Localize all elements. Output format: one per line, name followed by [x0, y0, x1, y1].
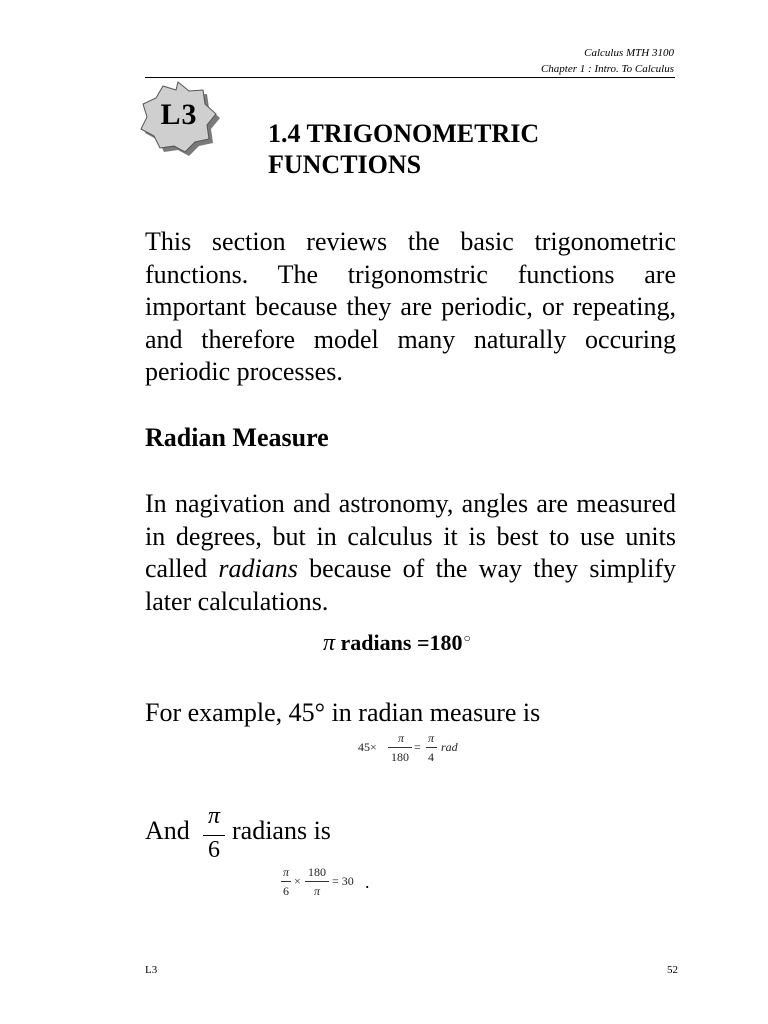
section-heading: Radian Measure — [145, 423, 329, 452]
pi-symbol: π — [323, 630, 336, 656]
intro-paragraph: This section reviews the basic trigonometric functions. The trigonomstric functions are important because they are periodic, or repeating, and therefore model many naturally occuring periodic processes. — [145, 227, 676, 386]
eq2-frac2-num: π — [427, 731, 434, 745]
eq3-frac2-den: π — [313, 884, 320, 898]
eq2-frac1-den: 180 — [391, 750, 409, 764]
header-course: Calculus MTH 3100 — [584, 47, 674, 59]
page-number: 52 — [667, 964, 678, 976]
eq3-period: . — [365, 872, 370, 892]
eq2-equals: = — [414, 740, 421, 754]
radian-text-before: In nagivation and astronomy, angles are measured in degrees, but in calculus it is best to use units called — [145, 489, 676, 583]
eq2-lead: 45× — [358, 740, 377, 754]
eq2-frac2-den: 4 — [428, 750, 434, 764]
fraction-numerator: π — [207, 803, 221, 829]
eq3-times: × — [294, 874, 301, 888]
eq2-frac1-num: π — [397, 731, 404, 745]
degree-symbol: ○ — [463, 630, 471, 645]
radian-text-after: because of the way they simplify later calculations. — [145, 554, 676, 616]
page-title: 1.4 TRIGONOMETRIC FUNCTIONS — [268, 119, 540, 179]
header-rule — [145, 77, 675, 78]
radian-paragraph — [145, 488, 676, 618]
fraction-denominator: 6 — [208, 837, 220, 863]
header-chapter: Chapter 1 : Intro. To Calculus — [540, 63, 674, 75]
badge-label: L3 — [160, 98, 198, 131]
radian-definition-equation — [323, 630, 471, 657]
eq2-frac2-bar — [426, 747, 437, 748]
and-text: And — [145, 816, 190, 845]
eq3-frac2-bar — [305, 881, 329, 882]
equation-text: radians =180 — [335, 630, 463, 655]
eq3-frac1-bar — [281, 881, 291, 882]
radian-emphasis: radians — [218, 554, 298, 583]
lesson-badge — [131, 80, 227, 164]
eq3-frac1-den: 6 — [283, 884, 289, 898]
eq3-frac1-num: π — [282, 865, 289, 879]
title-clip — [268, 118, 648, 179]
radians-is-text: radians is — [232, 816, 331, 845]
eq3-result: = 30 — [332, 874, 354, 888]
example-paragraph: For example, 45° in radian measure is — [145, 698, 541, 727]
eq3-frac2-num: 180 — [308, 865, 326, 879]
footer-lesson: L3 — [145, 964, 158, 976]
eq2-frac1-bar — [388, 747, 412, 748]
fraction-bar — [203, 835, 225, 836]
eq2-unit: rad — [441, 740, 458, 754]
